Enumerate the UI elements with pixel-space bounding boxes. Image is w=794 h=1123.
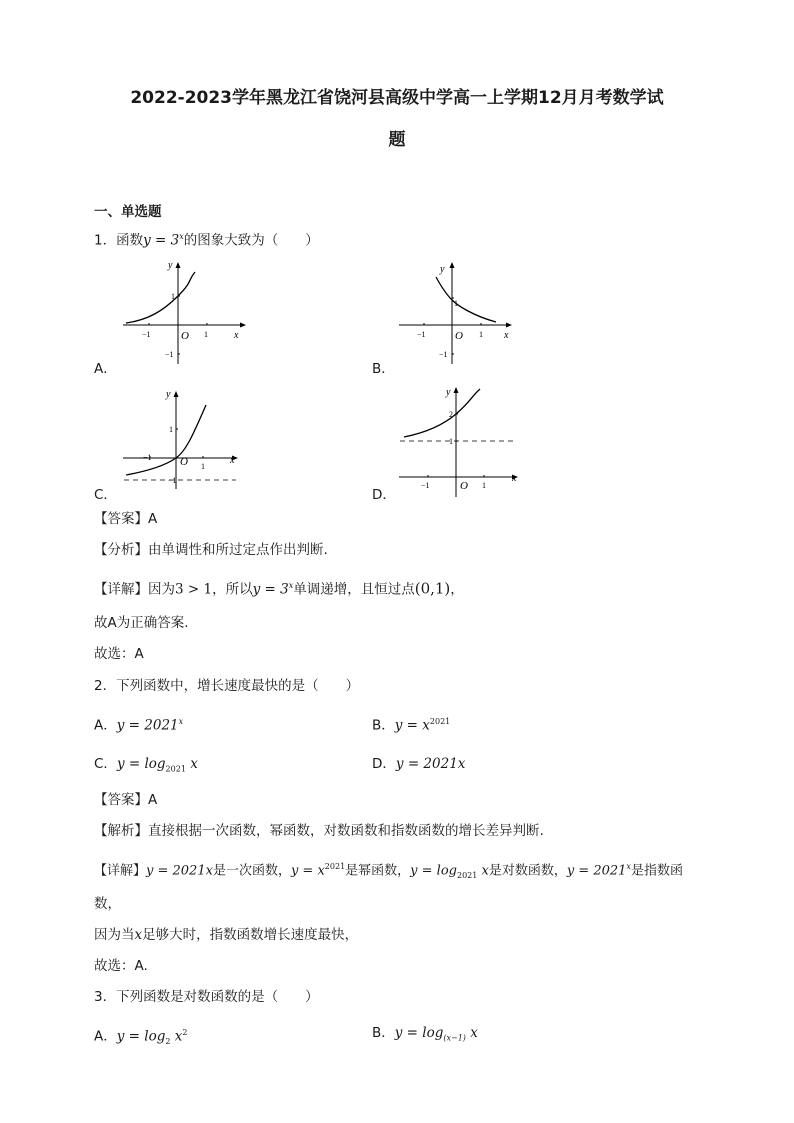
- page-title: 2022-2023学年黑龙江省饶河县高级中学高一上学期12月月考数学试: [130, 88, 664, 108]
- y-axis-label: y: [168, 260, 173, 271]
- q1-function: y = 3: [143, 232, 180, 249]
- y-axis-label: y: [446, 387, 451, 398]
- tick-label-neg1-y: −1: [439, 350, 448, 359]
- tick-label-1-x: 1: [204, 330, 208, 339]
- q2-detail-cont: 数，: [94, 896, 121, 912]
- q2-option-d: D．y = 2021x: [372, 756, 466, 772]
- q3-stem: 3．下列函数是对数函数的是（ ）: [94, 989, 319, 1005]
- tick-label-neg1-x: −1: [143, 453, 152, 462]
- tick-label-1-y: 1: [171, 292, 175, 301]
- origin-label: O: [180, 456, 188, 468]
- section-heading: 一、单选题: [94, 204, 162, 220]
- y-axis-label: y: [440, 264, 445, 275]
- tick-label-1-x: 1: [201, 462, 205, 471]
- tick-label-1-x: 1: [479, 330, 483, 339]
- origin-label: O: [181, 330, 189, 342]
- tick-label-1-y: 1: [169, 425, 173, 434]
- graph-b: [394, 256, 524, 368]
- q2-stem: 2．下列函数中，增长速度最快的是（ ）: [94, 678, 360, 694]
- tick-label-neg1-x: −1: [142, 330, 151, 339]
- q2-reason: 因为当x足够大时，指数函数增长速度最快，: [94, 927, 359, 943]
- origin-label: O: [460, 480, 468, 492]
- q2-option-b: B．$y = x^{2021}$: [372, 717, 451, 734]
- graph-d: [394, 381, 524, 499]
- q1-detail: 【详解】因为3 > 1，所以$y = 3^x$单调递增，且恒过点(0,1)，: [94, 579, 464, 598]
- q3-option-b: B．$y = \log_{(x-1)} x$: [372, 1025, 478, 1043]
- q2-answer: 【答案】A: [94, 792, 158, 808]
- q1-analysis: 【分析】由单调性和所过定点作出判断.: [94, 542, 328, 558]
- x-axis-label: x: [230, 455, 235, 466]
- q1-option-b: B．: [372, 361, 395, 377]
- page-title-cont: 题: [388, 130, 406, 150]
- tick-label-2-y: 2: [449, 410, 453, 419]
- y-axis-label: y: [166, 389, 171, 400]
- q1-stem: 1．函数$y = 3^x$的图象大致为（ ）: [94, 232, 319, 249]
- origin-label: O: [455, 330, 463, 342]
- graph-a: [118, 256, 248, 368]
- x-axis-label: x: [504, 330, 509, 341]
- q2-choice: 故选：A.: [94, 958, 148, 974]
- tick-label-1-y: 1: [454, 299, 458, 308]
- tick-label-neg1-y: −1: [165, 350, 174, 359]
- tick-label-neg1-x: −1: [417, 330, 426, 339]
- graph-c: [118, 385, 248, 491]
- q2-option-c: C．$y = \log_{2021} x$: [94, 756, 198, 774]
- q2-detail: 【详解】y = 2021x是一次函数，$y = x^{2021}$是幂函数，$y = \log_{2021} x$是对数函数，$y = 2021^x$是指数函: [94, 862, 683, 880]
- tick-label-1-x: 1: [482, 481, 486, 490]
- q2-option-a: A．$y = 2021^x$: [94, 717, 184, 734]
- tick-label-1-y: 1: [449, 437, 453, 446]
- x-axis-label: x: [512, 473, 517, 484]
- q1-option-d: D．: [372, 487, 396, 503]
- q1-option-c: C．: [94, 487, 117, 503]
- q1-choice: 故选：A: [94, 646, 144, 662]
- x-axis-label: x: [234, 330, 239, 341]
- q1-answer: 【答案】A: [94, 511, 158, 527]
- tick-label-neg1-y: −1: [168, 476, 177, 485]
- q1-option-a: A．: [94, 361, 117, 377]
- q1-conclusion: 故A为正确答案.: [94, 615, 189, 631]
- tick-label-neg1-x: −1: [421, 481, 430, 490]
- q2-analysis: 【解析】直接根据一次函数，幂函数，对数函数和指数函数的增长差异判断.: [94, 823, 544, 839]
- q3-option-a: A．$y = \log_2 x^2$: [94, 1028, 188, 1047]
